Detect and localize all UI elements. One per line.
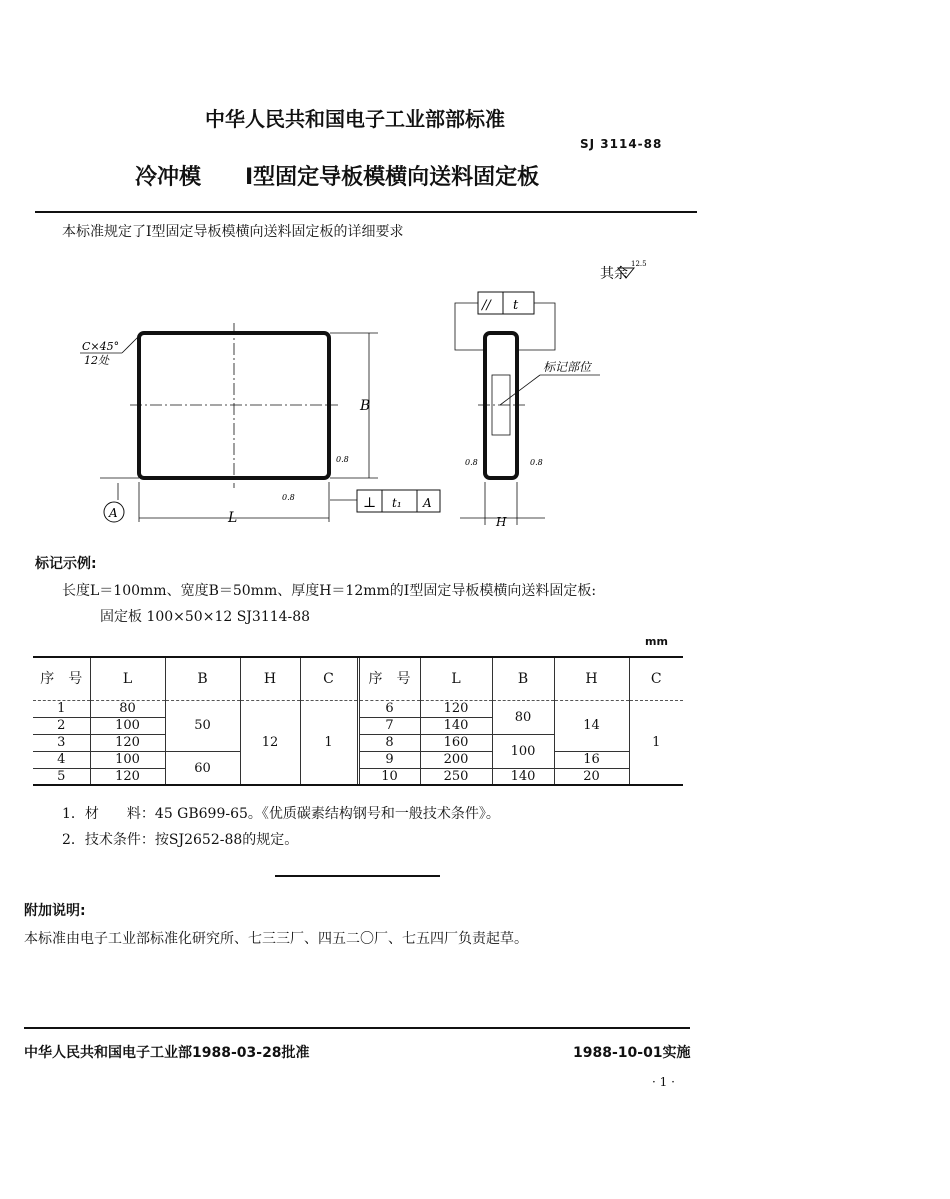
col-header: B (492, 658, 554, 701)
approval-info: 中华人民共和国电子工业部1988-03-28批准 (24, 1045, 310, 1061)
roughness-bottom: 0.8 (282, 493, 295, 502)
col-header: L (420, 658, 492, 701)
dimension-l: L (228, 510, 238, 526)
col-header: L (90, 658, 165, 701)
note-1: 1．材 料：45 GB699-65。《优质碳素结构钢号和一般技术条件》。 (62, 806, 500, 822)
dimension-h: H (496, 515, 507, 529)
page-number: · 1 · (652, 1075, 675, 1089)
title-prefix: 冷冲模 (135, 165, 202, 190)
cell: 80 (90, 701, 165, 718)
cell: 140 (492, 769, 554, 786)
technical-drawing (0, 250, 950, 540)
cell: 160 (420, 735, 492, 752)
cell: 120 (90, 769, 165, 786)
table-row (33, 752, 683, 769)
cell: 2 (33, 718, 90, 735)
cell: 140 (420, 718, 492, 735)
col-header: B (165, 658, 240, 701)
col-header: 序 号 (33, 658, 90, 701)
col-header: H (554, 658, 629, 701)
end-rule (275, 875, 440, 877)
cell: 7 (358, 718, 420, 735)
example-line-1: 长度L＝100mm、宽度B＝50mm、厚度H＝12mm的I型固定导板模横向送料固定板: (62, 583, 597, 599)
cell: 250 (420, 769, 492, 786)
parallelism-symbol: // (482, 298, 491, 313)
marking-area-label: 标记部位 (543, 360, 592, 374)
cell: 80 (492, 701, 554, 735)
intro-text: 本标准规定了I型固定导板模横向送料固定板的详细要求 (62, 224, 404, 240)
dimension-table (33, 658, 683, 785)
dimension-b: B (360, 398, 371, 414)
perpendicularity-symbol: ⊥ (363, 495, 377, 511)
cell: 14 (554, 701, 629, 752)
footer-rule (24, 1027, 690, 1029)
cell: 20 (554, 769, 629, 786)
roughness-side-left: 0.8 (465, 458, 478, 467)
header-rule (35, 211, 697, 213)
cell: 16 (554, 752, 629, 769)
table-header-row (33, 658, 683, 701)
cell: 5 (57, 769, 66, 784)
cell: 8 (358, 735, 420, 752)
col-header: C (629, 658, 683, 701)
chamfer-count: 12处 (84, 354, 109, 367)
note-2: 2．技术条件：按SJ2652-88的规定。 (62, 832, 299, 848)
cell: 120 (90, 735, 165, 752)
cell: 1 (300, 701, 358, 786)
appendix-heading: 附加说明: (24, 903, 86, 919)
cell: 4 (33, 752, 90, 769)
col-header: 序 号 (358, 658, 420, 701)
example-heading: 标记示例: (35, 556, 97, 572)
col-header: C (300, 658, 358, 701)
unit-label: mm (645, 635, 668, 648)
cell: 120 (420, 701, 492, 718)
cell: 9 (358, 752, 420, 769)
cell: 100 (492, 735, 554, 769)
cell: 100 (90, 718, 165, 735)
roughness-side-right: 0.8 (530, 458, 543, 467)
cell: 3 (33, 735, 90, 752)
cell: 50 (165, 701, 240, 752)
cell: 60 (165, 752, 240, 786)
cell: 1 (629, 701, 683, 786)
cell: 6 (358, 701, 420, 718)
plate-side-view (485, 333, 517, 478)
table-row (33, 701, 683, 718)
chamfer-label: C×45° (82, 340, 120, 353)
parallelism-tolerance: t (513, 298, 519, 313)
table-row (33, 769, 683, 786)
cell: 1 (33, 701, 90, 718)
cell: 10 (358, 769, 420, 786)
standard-code: SJ 3114-88 (580, 137, 663, 151)
roughness-other-label: 其余 (600, 266, 628, 282)
roughness-right: 0.8 (336, 455, 349, 464)
cell: 100 (90, 752, 165, 769)
col-header: H (240, 658, 300, 701)
cell: 200 (420, 752, 492, 769)
perpendicularity-tolerance: t₁ (392, 496, 402, 510)
example-line-2: 固定板 100×50×12 SJ3114-88 (100, 609, 311, 625)
appendix-text: 本标准由电子工业部标准化研究所、七三三厂、四五二〇厂、七五四厂负责起草。 (24, 931, 528, 947)
table-bottom-rule (33, 784, 683, 786)
document-title: I型固定导板模横向送料固定板 (245, 165, 540, 190)
cell: 12 (240, 701, 300, 786)
implementation-date: 1988-10-01实施 (573, 1045, 691, 1061)
datum-a: A (109, 506, 118, 520)
org-title: 中华人民共和国电子工业部部标准 (205, 107, 505, 131)
perpendicularity-datum: A (423, 496, 432, 510)
roughness-value: 12.5 (631, 260, 647, 268)
